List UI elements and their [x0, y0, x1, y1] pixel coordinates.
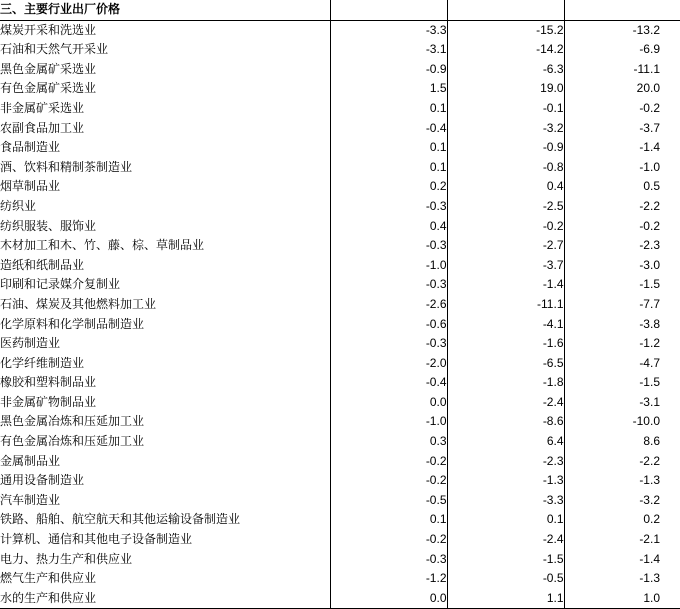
row-value-1: -0.6 [330, 315, 447, 335]
row-value-1: 0.1 [330, 138, 447, 158]
table-row [0, 354, 680, 374]
row-value-2: -6.5 [447, 354, 564, 374]
row-label: 烟草制品业 [0, 179, 61, 194]
row-value-1: 0.4 [330, 217, 447, 237]
row-value-1: -0.2 [330, 452, 447, 472]
row-value-3: -3.2 [564, 491, 680, 511]
table-row [0, 197, 680, 217]
row-value-2: -2.4 [447, 393, 564, 413]
table-row [0, 40, 680, 60]
row-value-1: -0.2 [330, 471, 447, 491]
row-value-1: -3.1 [330, 40, 447, 60]
row-label: 食品制造业 [0, 140, 61, 155]
row-value-3: -1.2 [564, 334, 680, 354]
row-value-3: -2.1 [564, 530, 680, 550]
row-value-2: -2.4 [447, 530, 564, 550]
table-row [0, 589, 680, 609]
row-value-2: 1.1 [447, 589, 564, 609]
row-value-3: -1.5 [564, 373, 680, 393]
row-value-2: -1.8 [447, 373, 564, 393]
row-value-3: -10.0 [564, 412, 680, 432]
row-value-1: -0.3 [330, 236, 447, 256]
row-value-2: -0.9 [447, 138, 564, 158]
table-row [0, 256, 680, 276]
table-row [0, 569, 680, 589]
row-value-1: -1.2 [330, 569, 447, 589]
row-value-3: -11.1 [564, 60, 680, 80]
row-label: 石油、煤炭及其他燃料加工业 [0, 296, 157, 311]
row-value-1: 0.0 [330, 589, 447, 609]
table-row [0, 99, 680, 119]
row-value-2: -2.3 [447, 452, 564, 472]
row-value-1: 0.1 [330, 99, 447, 119]
row-label: 黑色金属冶炼和压延加工业 [0, 414, 145, 429]
title-spacer-3 [564, 0, 680, 20]
table-row [0, 530, 680, 550]
row-value-2: -1.3 [447, 471, 564, 491]
row-value-2: -0.1 [447, 99, 564, 119]
row-label: 石油和天然气开采业 [0, 42, 109, 57]
row-value-3: -2.2 [564, 452, 680, 472]
table-row [0, 119, 680, 139]
row-value-3: -6.9 [564, 40, 680, 60]
table-row [0, 373, 680, 393]
row-value-3: -1.3 [564, 569, 680, 589]
row-value-2: -4.1 [447, 315, 564, 335]
table-row [0, 393, 680, 413]
row-label: 化学原料和化学制品制造业 [0, 316, 145, 331]
table-row [0, 275, 680, 295]
row-value-1: -1.0 [330, 256, 447, 276]
row-value-2: -1.5 [447, 550, 564, 570]
table-row [0, 158, 680, 178]
table-row [0, 177, 680, 197]
row-value-2: -1.4 [447, 275, 564, 295]
row-label: 化学纤维制造业 [0, 355, 85, 370]
row-label: 印刷和记录媒介复制业 [0, 277, 121, 292]
row-value-2: -0.8 [447, 158, 564, 178]
row-value-2: -2.7 [447, 236, 564, 256]
row-value-2: 19.0 [447, 79, 564, 99]
row-value-2: 0.1 [447, 510, 564, 530]
row-value-1: 0.0 [330, 393, 447, 413]
row-value-1: -0.3 [330, 550, 447, 570]
row-value-1: 0.1 [330, 158, 447, 178]
row-label: 水的生产和供应业 [0, 589, 330, 609]
row-value-2: -6.3 [447, 60, 564, 80]
row-value-2: -15.2 [447, 20, 564, 40]
table-row [0, 138, 680, 158]
row-label: 纺织业 [0, 198, 37, 213]
row-value-1: -0.3 [330, 197, 447, 217]
row-label: 酒、饮料和精制茶制造业 [0, 159, 133, 174]
table-row [0, 452, 680, 472]
table-row [0, 334, 680, 354]
row-value-1: 0.2 [330, 177, 447, 197]
row-value-1: -2.0 [330, 354, 447, 374]
title-spacer-2 [447, 0, 564, 20]
row-value-1: -3.3 [330, 20, 447, 40]
row-value-3: -1.0 [564, 158, 680, 178]
row-value-3: -1.4 [564, 138, 680, 158]
page-title: 三、主要行业出厂价格 [0, 0, 330, 20]
row-value-1: -0.3 [330, 334, 447, 354]
row-value-3: -1.5 [564, 275, 680, 295]
row-value-3: -3.8 [564, 315, 680, 335]
row-label: 电力、热力生产和供应业 [0, 551, 133, 566]
table-row [0, 79, 680, 99]
title-spacer-1 [330, 0, 447, 20]
table-row [0, 60, 680, 80]
row-label: 金属制品业 [0, 453, 61, 468]
row-value-1: 0.1 [330, 510, 447, 530]
row-value-1: -0.4 [330, 373, 447, 393]
row-value-1: -0.9 [330, 60, 447, 80]
row-value-2: 6.4 [447, 432, 564, 452]
row-label: 橡胶和塑料制品业 [0, 375, 97, 390]
table-row [0, 20, 680, 40]
table-row [0, 217, 680, 237]
row-value-3: -3.1 [564, 393, 680, 413]
row-label: 黑色金属矿采选业 [0, 61, 97, 76]
row-value-3: -4.7 [564, 354, 680, 374]
row-label: 非金属矿物制品业 [0, 394, 97, 409]
table-row [0, 295, 680, 315]
row-label: 木材加工和木、竹、藤、棕、草制品业 [0, 238, 205, 253]
row-value-1: 0.3 [330, 432, 447, 452]
table-row [0, 315, 680, 335]
row-value-1: -0.5 [330, 491, 447, 511]
row-value-1: -0.3 [330, 275, 447, 295]
row-value-2: -3.3 [447, 491, 564, 511]
table-row [0, 471, 680, 491]
table-row [0, 432, 680, 452]
row-value-3: -3.0 [564, 256, 680, 276]
row-value-3: -0.2 [564, 99, 680, 119]
row-value-3: 1.0 [564, 589, 680, 609]
row-value-2: -0.2 [447, 217, 564, 237]
row-label: 煤炭开采和洗选业 [0, 22, 97, 37]
row-label: 计算机、通信和其他电子设备制造业 [0, 532, 193, 547]
section-title-row [0, 0, 680, 20]
row-value-2: -3.7 [447, 256, 564, 276]
row-label: 铁路、船舶、航空航天和其他运输设备制造业 [0, 512, 241, 527]
row-label: 燃气生产和供应业 [0, 571, 97, 586]
row-value-3: -2.3 [564, 236, 680, 256]
row-value-3: -13.2 [564, 20, 680, 40]
table-row [0, 412, 680, 432]
row-value-1: -0.2 [330, 530, 447, 550]
row-value-2: -1.6 [447, 334, 564, 354]
table-row [0, 510, 680, 530]
row-value-3: -1.3 [564, 471, 680, 491]
row-value-1: -1.0 [330, 412, 447, 432]
row-label: 非金属矿采选业 [0, 100, 85, 115]
row-label: 通用设备制造业 [0, 473, 85, 488]
row-label: 汽车制造业 [0, 492, 61, 507]
row-value-1: 1.5 [330, 79, 447, 99]
row-value-3: -1.4 [564, 550, 680, 570]
row-value-3: -3.7 [564, 119, 680, 139]
row-value-2: -3.2 [447, 119, 564, 139]
row-value-3: 20.0 [564, 79, 680, 99]
row-label: 纺织服装、服饰业 [0, 218, 97, 233]
row-value-2: -2.5 [447, 197, 564, 217]
row-value-3: 0.2 [564, 510, 680, 530]
row-value-2: -0.5 [447, 569, 564, 589]
table-row [0, 236, 680, 256]
row-value-3: -0.2 [564, 217, 680, 237]
row-label: 有色金属矿采选业 [0, 81, 97, 96]
row-value-2: -11.1 [447, 295, 564, 315]
row-value-1: -0.4 [330, 119, 447, 139]
row-label: 有色金属冶炼和压延加工业 [0, 434, 145, 449]
row-label: 造纸和纸制品业 [0, 257, 85, 272]
row-label: 农副食品加工业 [0, 120, 85, 135]
row-label: 医药制造业 [0, 336, 61, 351]
row-value-3: -2.2 [564, 197, 680, 217]
row-value-1: -2.6 [330, 295, 447, 315]
row-value-3: -7.7 [564, 295, 680, 315]
table-row [0, 550, 680, 570]
row-value-3: 0.5 [564, 177, 680, 197]
row-value-3: 8.6 [564, 432, 680, 452]
table-row [0, 491, 680, 511]
row-value-2: 0.4 [447, 177, 564, 197]
row-value-2: -14.2 [447, 40, 564, 60]
row-value-2: -8.6 [447, 412, 564, 432]
